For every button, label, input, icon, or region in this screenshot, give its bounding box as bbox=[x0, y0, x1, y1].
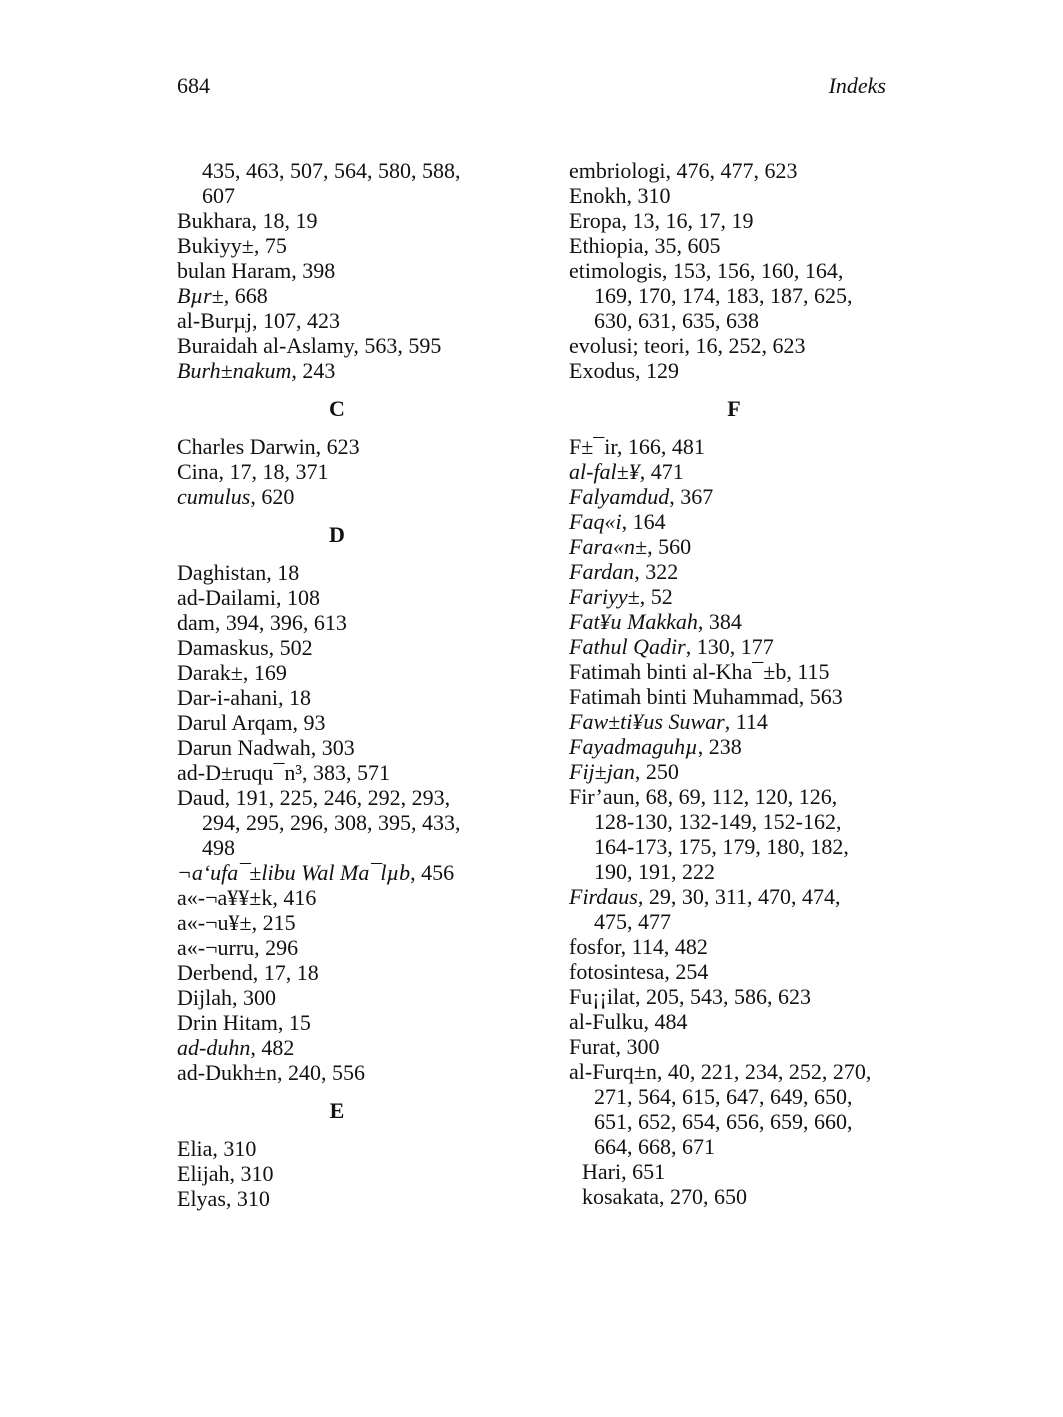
index-entry-continuation: 164-173, 175, 179, 180, 182, bbox=[594, 834, 849, 859]
index-entry: dam, 394, 396, 613 bbox=[177, 610, 347, 635]
entry-pages: , 114 bbox=[724, 709, 768, 734]
index-entry: evolusi; teori, 16, 252, 623 bbox=[569, 333, 806, 358]
section-letter-e: E bbox=[329, 1098, 345, 1123]
index-entry bbox=[569, 459, 899, 484]
entry-term: Fayadmaguhµ bbox=[569, 734, 698, 759]
index-entry-continuation: 169, 170, 174, 183, 187, 625, bbox=[594, 283, 853, 308]
entry-pages: , 668 bbox=[223, 283, 268, 308]
entry-term: Fara«n± bbox=[569, 534, 648, 559]
index-entry: al-Furq±n, 40, 221, 234, 252, 270, bbox=[569, 1059, 872, 1084]
entry-term: Firdaus bbox=[569, 884, 638, 909]
index-entry: ad-Dukh±n, 240, 556 bbox=[177, 1060, 366, 1085]
index-entry: Furat, 300 bbox=[569, 1034, 660, 1059]
index-entry bbox=[569, 759, 899, 784]
entry-pages: , 620 bbox=[250, 484, 295, 509]
index-entry: Fatimah binti Muhammad, 563 bbox=[569, 684, 843, 709]
entry-pages: , 52 bbox=[639, 584, 673, 609]
entry-group-c bbox=[177, 434, 497, 509]
index-entry: Charles Darwin, 623 bbox=[177, 434, 360, 459]
index-entry: embriologi, 476, 477, 623 bbox=[569, 158, 798, 183]
index-column-left bbox=[177, 158, 497, 1211]
page-number: 684 bbox=[177, 73, 210, 98]
index-entry: Darun Nadwah, 303 bbox=[177, 735, 355, 760]
entry-group-f bbox=[569, 434, 899, 1209]
index-entry: etimologis, 153, 156, 160, 164, bbox=[569, 258, 844, 283]
index-entry: F±¯ir, 166, 481 bbox=[569, 434, 705, 459]
index-entry: Damaskus, 502 bbox=[177, 635, 313, 660]
index-entry bbox=[569, 709, 899, 734]
index-entry bbox=[569, 559, 899, 584]
index-entry bbox=[569, 484, 899, 509]
index-entry: fosfor, 114, 482 bbox=[569, 934, 708, 959]
entry-term: Falyamdud bbox=[569, 484, 670, 509]
entry-term: Bµr± bbox=[177, 283, 224, 308]
index-entry: a«-¬u¥±, 215 bbox=[177, 910, 296, 935]
entry-term: Fathul Qadir bbox=[569, 634, 686, 659]
entry-pages: , 456 bbox=[410, 860, 455, 885]
index-entry: Daghistan, 18 bbox=[177, 560, 300, 585]
index-entry bbox=[569, 884, 899, 909]
index-entry: al-Fulku, 484 bbox=[569, 1009, 688, 1034]
index-entry-continuation: 651, 652, 654, 656, 659, 660, bbox=[594, 1109, 853, 1134]
entry-pages: , 384 bbox=[697, 609, 742, 634]
entry-pages: , 164 bbox=[621, 509, 666, 534]
index-entry bbox=[177, 860, 497, 885]
entry-pages: , 471 bbox=[639, 459, 684, 484]
index-entry-continuation: 435, 463, 507, 564, 580, 588, bbox=[202, 158, 461, 183]
index-entry bbox=[569, 734, 899, 759]
index-entry: Fatimah binti al-Kha¯±b, 115 bbox=[569, 659, 830, 684]
index-entry: Elijah, 310 bbox=[177, 1161, 274, 1186]
index-entry bbox=[569, 534, 899, 559]
index-entry: Fu¡¡ilat, 205, 543, 586, 623 bbox=[569, 984, 811, 1009]
index-entry-continuation: 271, 564, 615, 647, 649, 650, bbox=[594, 1084, 853, 1109]
index-entry: bulan Haram, 398 bbox=[177, 258, 336, 283]
index-entry: al-Burµj, 107, 423 bbox=[177, 308, 340, 333]
index-entry bbox=[177, 484, 497, 509]
index-entry: Ethiopia, 35, 605 bbox=[569, 233, 721, 258]
index-entry-continuation: 664, 668, 671 bbox=[594, 1134, 715, 1159]
entry-term: Faq«i bbox=[569, 509, 622, 534]
entry-group-d bbox=[177, 560, 497, 1085]
index-entry bbox=[177, 358, 497, 383]
index-column-right bbox=[569, 158, 899, 1209]
entry-term: Faw±ti¥us Suwar bbox=[569, 709, 725, 734]
index-entry: Drin Hitam, 15 bbox=[177, 1010, 311, 1035]
index-entry: Darul Arqam, 93 bbox=[177, 710, 326, 735]
index-entry: Buraidah al-Aslamy, 563, 595 bbox=[177, 333, 442, 358]
index-entry: a«-¬urru, 296 bbox=[177, 935, 299, 960]
entry-pages: , 243 bbox=[291, 358, 336, 383]
section-letter-f: F bbox=[727, 396, 741, 421]
index-entry: Elia, 310 bbox=[177, 1136, 257, 1161]
section-letter-c: C bbox=[329, 396, 345, 421]
index-entry-continuation: 294, 295, 296, 308, 395, 433, bbox=[202, 810, 461, 835]
index-entry: Derbend, 17, 18 bbox=[177, 960, 319, 985]
index-entry: Dijlah, 300 bbox=[177, 985, 276, 1010]
index-entry-continuation: 630, 631, 635, 638 bbox=[594, 308, 759, 333]
index-subentry: Hari, 651 bbox=[582, 1159, 666, 1184]
section-letter-d: D bbox=[329, 522, 345, 547]
entry-term: al-fal±¥ bbox=[569, 459, 640, 484]
entry-pages: , 322 bbox=[634, 559, 679, 584]
entry-term: ¬a‘ufa¯±libu Wal Ma¯lµb bbox=[177, 860, 411, 885]
index-entry bbox=[569, 634, 899, 659]
index-entry-continuation: 475, 477 bbox=[594, 909, 671, 934]
index-entry bbox=[569, 584, 899, 609]
index-entry: Eropa, 13, 16, 17, 19 bbox=[569, 208, 754, 233]
entry-term: cumulus bbox=[177, 484, 251, 509]
index-entry: Bukiyy±, 75 bbox=[177, 233, 287, 258]
running-title: Indeks bbox=[828, 73, 886, 98]
index-entry: Enokh, 310 bbox=[569, 183, 671, 208]
entry-pages: , 560 bbox=[647, 534, 692, 559]
entry-term: Fat¥u Makkah bbox=[569, 609, 698, 634]
index-subentry: kosakata, 270, 650 bbox=[582, 1184, 747, 1209]
index-entry: fotosintesa, 254 bbox=[569, 959, 709, 984]
index-entry: ad-D±ruqu¯n³, 383, 571 bbox=[177, 760, 390, 785]
entry-pages: , 482 bbox=[250, 1035, 295, 1060]
index-entry bbox=[569, 609, 899, 634]
index-entry bbox=[569, 509, 899, 534]
index-entry: Exodus, 129 bbox=[569, 358, 679, 383]
index-entry-continuation: 128-130, 132-149, 152-162, bbox=[594, 809, 842, 834]
index-entry-continuation: 498 bbox=[202, 835, 235, 860]
index-entry: Darak±, 169 bbox=[177, 660, 287, 685]
index-entry bbox=[177, 283, 497, 308]
index-entry: Daud, 191, 225, 246, 292, 293, bbox=[177, 785, 451, 810]
entry-group-e bbox=[177, 1136, 497, 1211]
entry-pages: , 250 bbox=[634, 759, 679, 784]
entry-term: Fardan bbox=[569, 559, 635, 584]
entry-term: Burh±nakum bbox=[177, 358, 292, 383]
index-entry: Elyas, 310 bbox=[177, 1186, 270, 1211]
entry-group-b bbox=[177, 158, 497, 383]
entry-term: Fij±jan bbox=[569, 759, 635, 784]
index-entry-continuation: 607 bbox=[202, 183, 235, 208]
entry-pages: , 238 bbox=[697, 734, 742, 759]
index-entry: Cina, 17, 18, 371 bbox=[177, 459, 329, 484]
entry-term: Fariyy± bbox=[569, 584, 640, 609]
index-entry: Bukhara, 18, 19 bbox=[177, 208, 318, 233]
index-entry: ad-Dailami, 108 bbox=[177, 585, 320, 610]
entry-pages: , 367 bbox=[669, 484, 714, 509]
index-entry-continuation: 190, 191, 222 bbox=[594, 859, 715, 884]
entry-term: ad-duhn bbox=[177, 1035, 251, 1060]
entry-pages: , 29, 30, 311, 470, 474, bbox=[637, 884, 841, 909]
index-entry: Dar-i-ahani, 18 bbox=[177, 685, 311, 710]
entry-group-e-cont bbox=[569, 158, 899, 383]
index-entry bbox=[177, 1035, 497, 1060]
entry-pages: , 130, 177 bbox=[685, 634, 774, 659]
index-entry: a«-¬a¥¥±k, 416 bbox=[177, 885, 317, 910]
index-entry: Fir’aun, 68, 69, 112, 120, 126, bbox=[569, 784, 838, 809]
